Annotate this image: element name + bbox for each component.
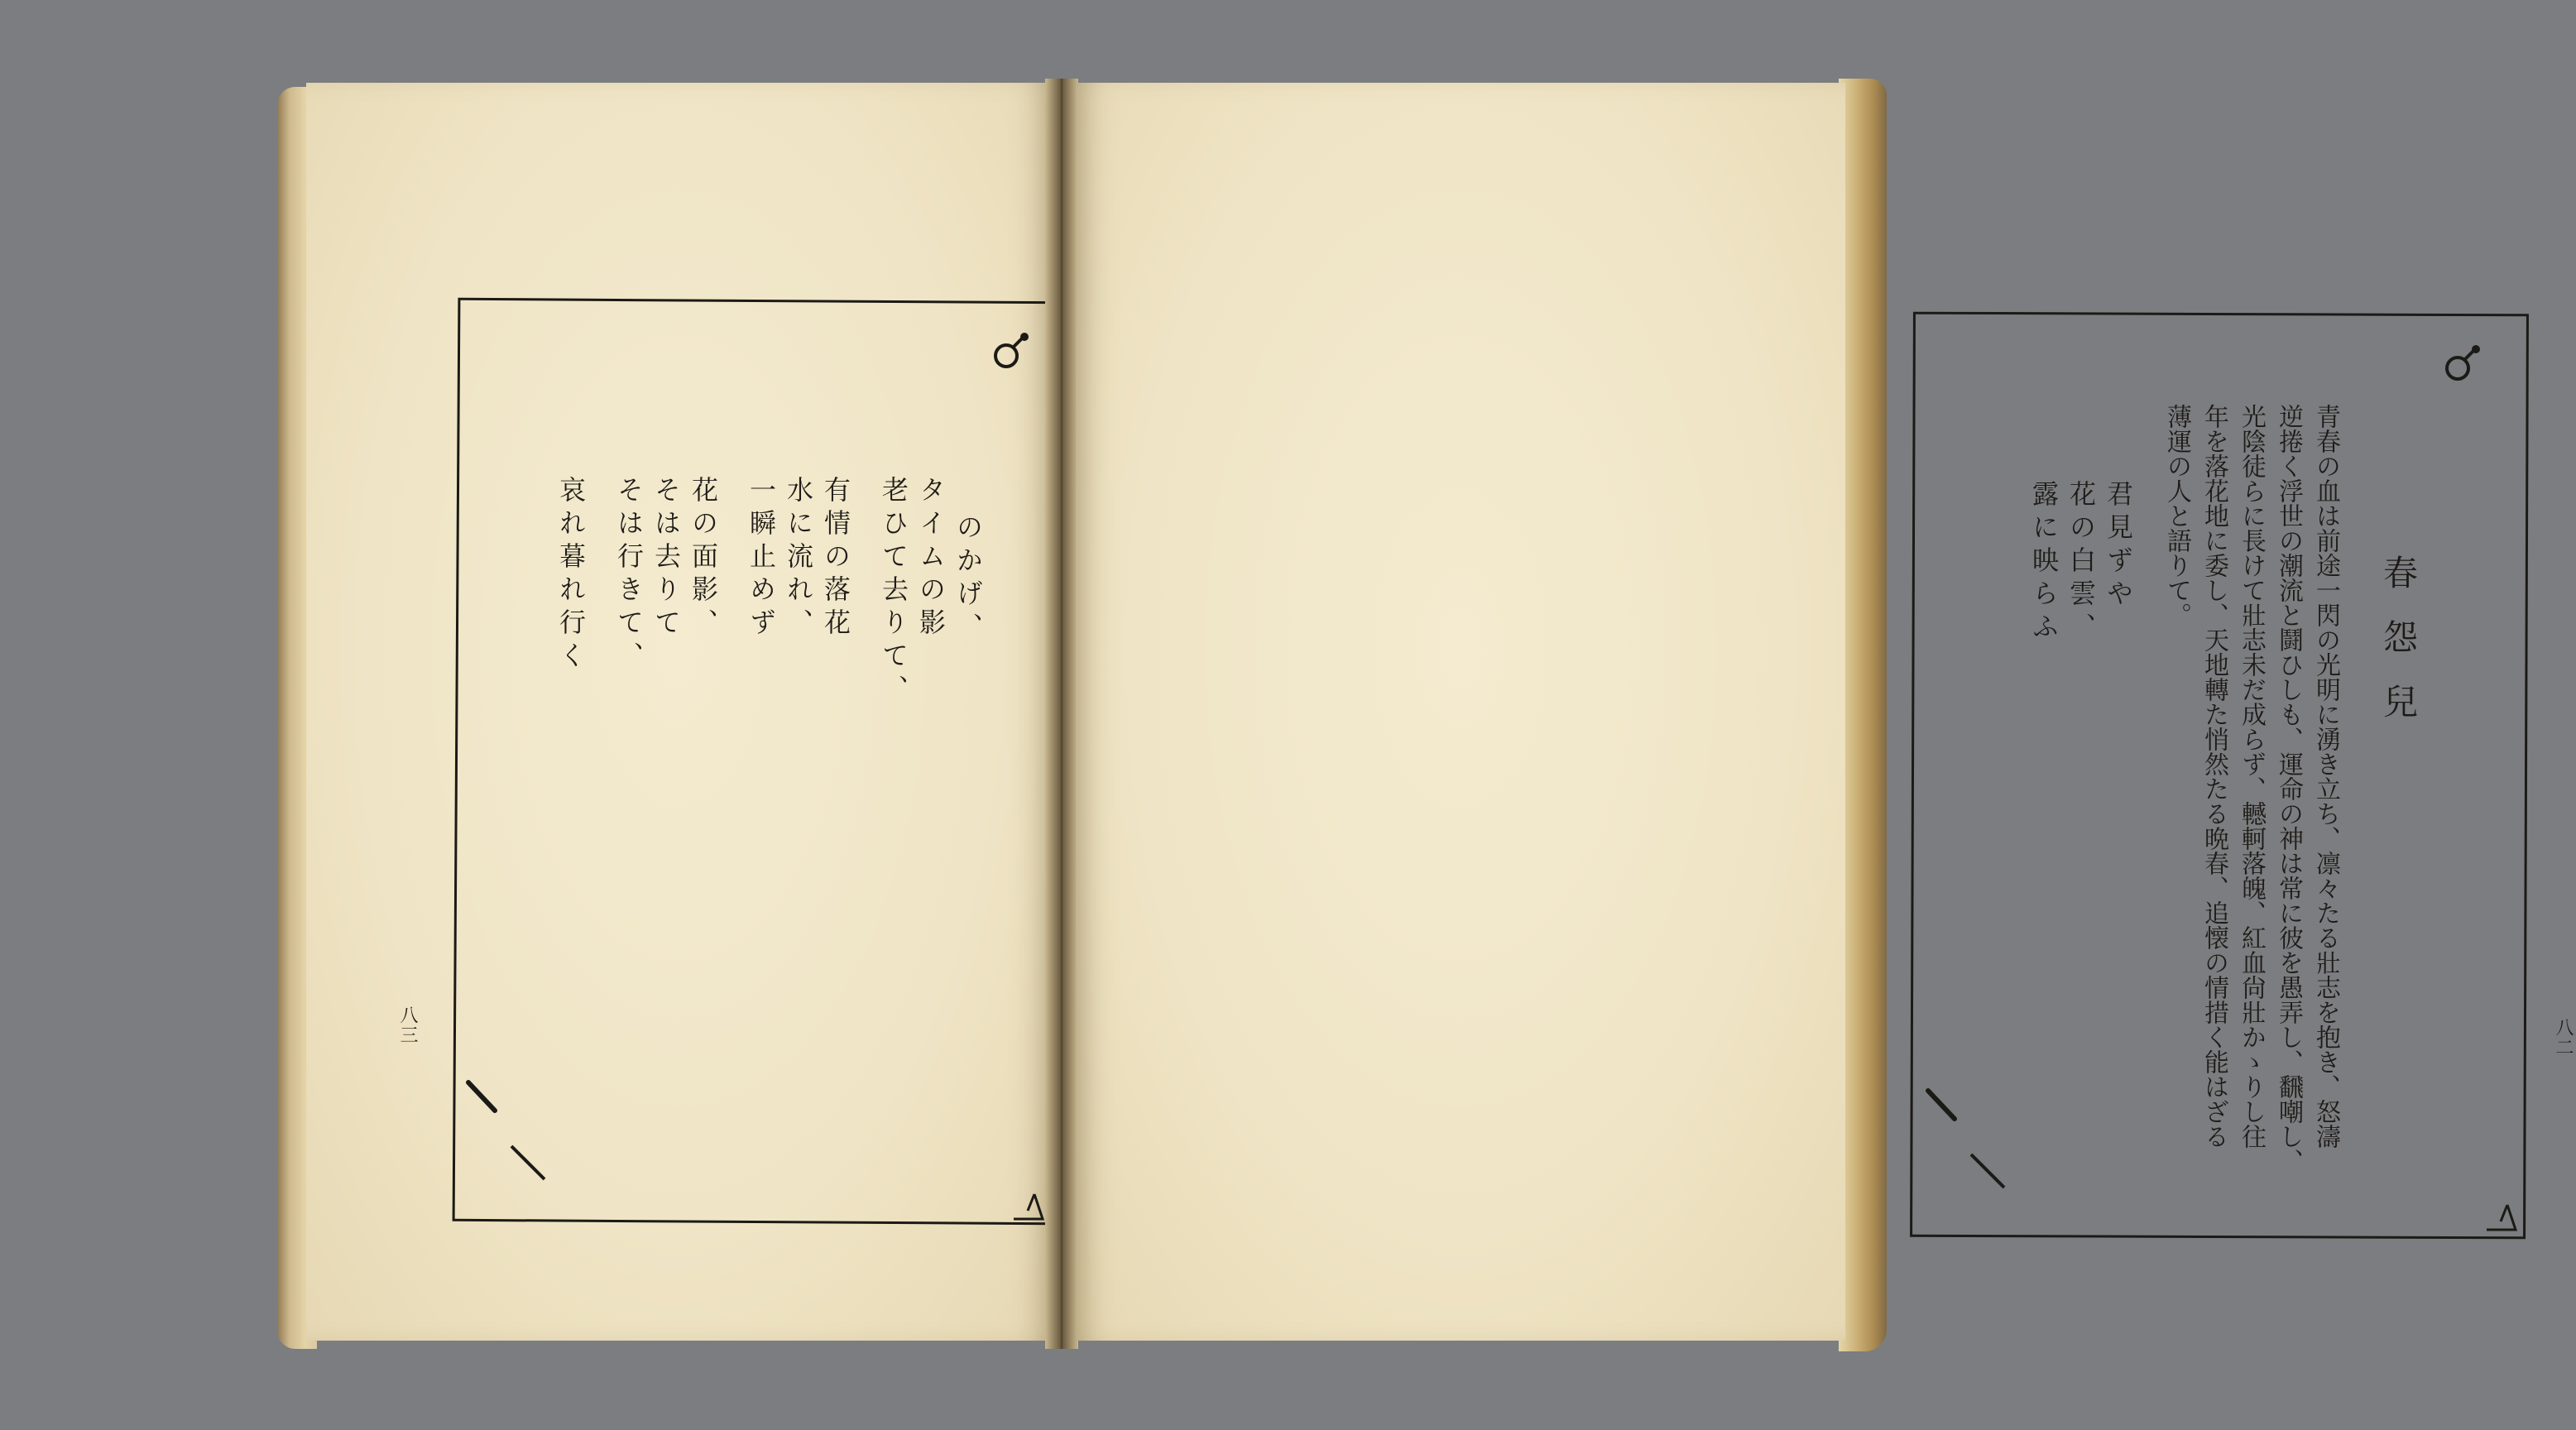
poem-line: 有情の落花 bbox=[820, 476, 851, 641]
poem-line: 花の面影、 bbox=[688, 476, 719, 641]
poem-line: 哀れ暮れ行く bbox=[555, 476, 587, 674]
left-page bbox=[306, 83, 1051, 1341]
prose-line: 薄運の人と語りて。 bbox=[2162, 404, 2191, 627]
page-number: 八三 bbox=[397, 1005, 418, 1045]
prose-line: 逆捲く浮世の潮流と鬪ひしも、運命の神は常に彼を愚弄し、飜嘲し、 bbox=[2274, 404, 2303, 1173]
corner-clip-ornament-icon bbox=[2482, 1198, 2524, 1236]
verse-line: 花の白雲、 bbox=[2065, 480, 2097, 645]
right-page bbox=[1076, 83, 2574, 1341]
verse-line: 君見ずや bbox=[2103, 480, 2134, 612]
poem-line: タイムの影 bbox=[915, 476, 947, 641]
ring-pin-ornament-icon bbox=[991, 331, 1033, 372]
poem-title: 春怨兒 bbox=[2378, 554, 2419, 748]
poem-line: 一瞬止めず bbox=[746, 476, 777, 641]
prose-line: 光陰徒らに長けて壯志未だ成らず、轗軻落魄、紅血尙壯かゝりし往 bbox=[2237, 404, 2266, 1149]
verse-line: 露に映らふ bbox=[2028, 480, 2060, 645]
poem-line: そは行きて、 bbox=[613, 476, 645, 674]
poem-line: 水に流れ、 bbox=[783, 476, 814, 641]
poem-line: 老ひて去りて、 bbox=[878, 476, 909, 708]
nail-ornament-icon bbox=[1921, 1084, 2012, 1192]
prose-line: 年を落花地に委し、天地轉た悄然たる晩春、追懐の情措く能はざる bbox=[2199, 404, 2228, 1149]
nail-ornament-icon bbox=[462, 1076, 553, 1183]
open-book bbox=[277, 79, 2574, 1357]
poem-line: のかげ、 bbox=[952, 513, 984, 645]
ring-pin-ornament-icon bbox=[2443, 343, 2484, 385]
book-gutter bbox=[1045, 79, 1078, 1349]
poem-line: そは去りて bbox=[650, 476, 682, 641]
page-edges-right bbox=[1839, 79, 1887, 1351]
page-number: 八二 bbox=[2553, 1018, 2574, 1058]
prose-line: 青春の血は前途一閃の光明に湧き立ち、凛々たる壯志を抱き、怒濤 bbox=[2311, 404, 2340, 1149]
